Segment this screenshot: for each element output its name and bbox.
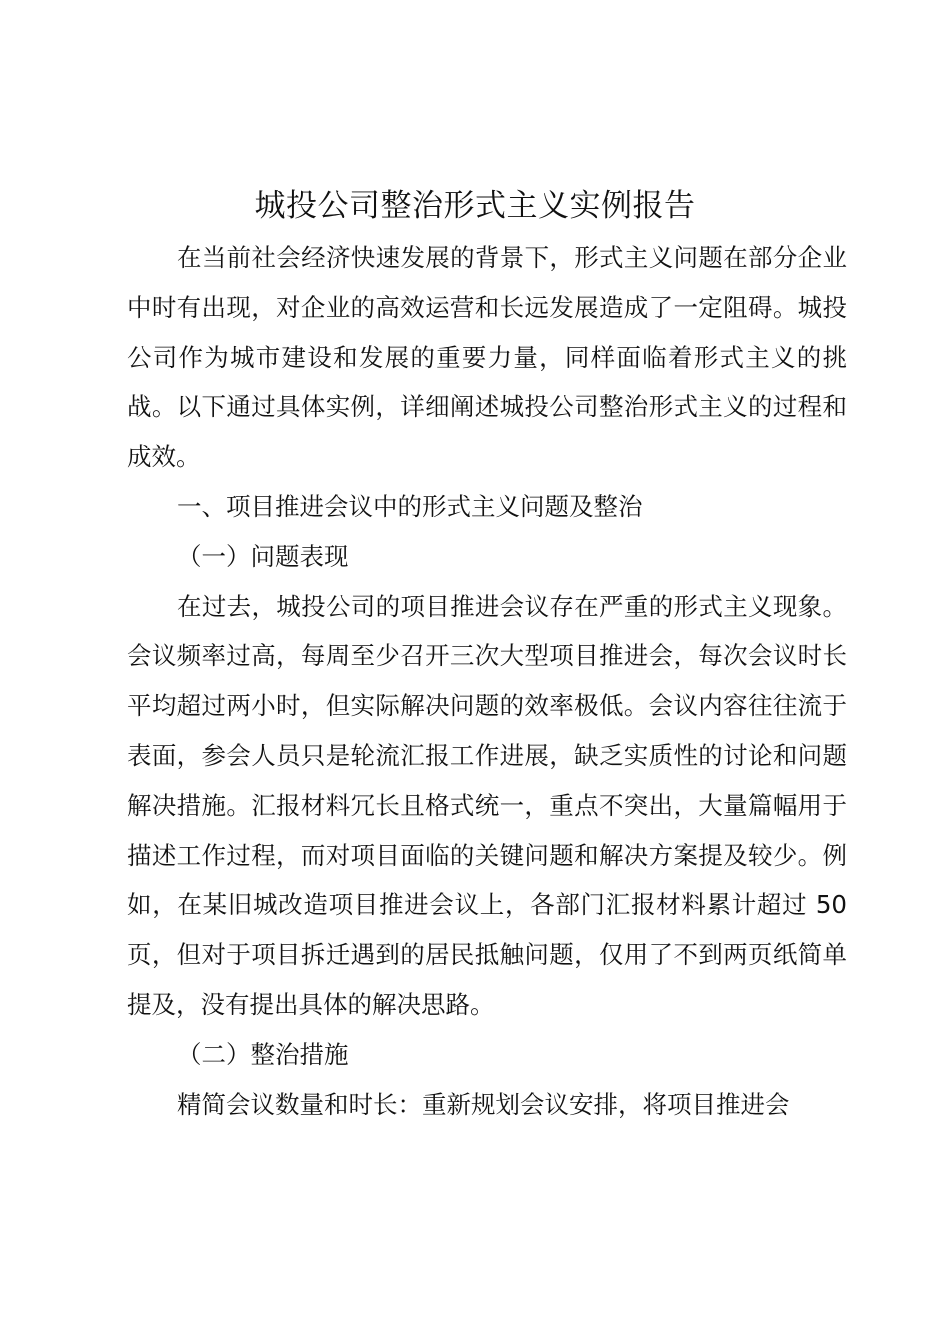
paragraph-measures: 精简会议数量和时长：重新规划会议安排，将项目推进会 [177,1089,790,1119]
section-heading-1: 一、项目推进会议中的形式主义问题及整治 [177,491,643,521]
subsection-heading-problem: （一）问题表现 [177,541,349,571]
document-body [127,233,847,1129]
document-title: 城投公司整治形式主义实例报告 [254,188,696,224]
subsection-heading-measures: （二）整治措施 [177,1039,349,1069]
paragraph-intro: 在当前社会经济快速发展的背景下，形式主义问题在部分企业中时有出现，对企业的高效运营和长远发展造成了一定阻碍。城投公司作为城市建设和发展的重要力量，同样面临着形式主义的挑战。以下通过具体实例，详细阐述城投公司整治形式主义的过程和成效。 [127,243,847,472]
paragraph-problem: 在过去，城投公司的项目推进会议存在严重的形式主义现象。会议频率过高，每周至少召开三次大型项目推进会，每次会议时长平均超过两小时，但实际解决问题的效率极低。会议内容往往流于表面，参会人员只是轮流汇报工作进展，缺乏实质性的讨论和问题解决措施。汇报材料冗长且格式统一，重点不突出，大量篇幅用于描述工作过程，而对项目面临的关键问题和解决方案提及较少。例如，在某旧城改造项目推进会议上，各部门汇报材料累计超过 50 页，但对于项目拆迁遇到的居民抵触问题，仅用了不到两页纸简单提及，没有提出具体的解决思路。 [127,591,847,1019]
